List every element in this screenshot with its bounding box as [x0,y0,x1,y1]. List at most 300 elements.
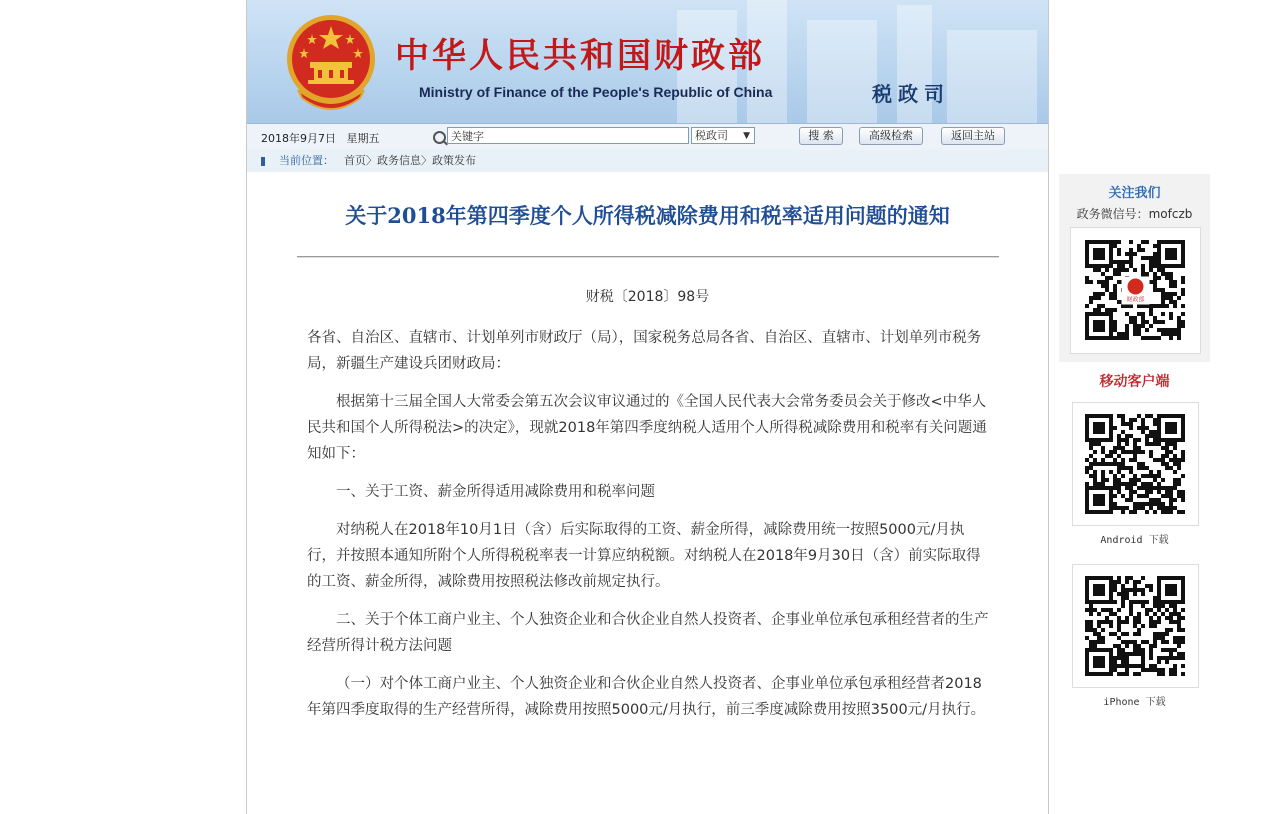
qr-module [1109,244,1113,248]
qr-module [1085,648,1089,652]
qr-module [1137,632,1141,636]
qr-module [1109,332,1113,336]
qr-module [1145,328,1149,332]
qr-module [1085,628,1089,632]
qr-module [1161,438,1165,442]
qr-module [1133,474,1137,478]
qr-module [1173,470,1177,474]
qr-module [1085,328,1089,332]
qr-module [1109,494,1113,498]
qr-module [1153,502,1157,506]
qr-module [1181,256,1185,260]
qr-module [1109,426,1113,430]
qr-module [1121,264,1125,268]
qr-module [1149,268,1153,272]
qr-module [1089,446,1093,450]
qr-module [1093,628,1097,632]
qr-module [1149,454,1153,458]
qr-module [1129,304,1133,308]
qr-module [1149,486,1153,490]
qr-module [1165,588,1169,592]
qr-module [1161,328,1165,332]
qr-module [1097,612,1101,616]
qr-module [1181,588,1185,592]
qr-module [1125,260,1129,264]
qr-module [1117,644,1121,648]
qr-module [1105,268,1109,272]
qr-module [1093,296,1097,300]
qr-module [1165,510,1169,514]
qr-module [1141,422,1145,426]
qr-module [1089,442,1093,446]
qr-module [1169,506,1173,510]
qr-module [1089,672,1093,676]
qr-module [1173,478,1177,482]
qr-module [1101,252,1105,256]
qr-module [1149,256,1153,260]
qr-module [1165,584,1169,588]
qr-module [1141,664,1145,668]
page-container [246,0,1049,814]
qr-module [1117,442,1121,446]
qr-module [1101,636,1105,640]
qr-module [1129,604,1133,608]
qr-module [1149,474,1153,478]
qr-module [1157,580,1161,584]
breadcrumb-home[interactable]: 首页 [344,154,366,167]
qr-module [1117,608,1121,612]
qr-module [1149,668,1153,672]
qr-module [1129,418,1133,422]
qr-module [1129,422,1133,426]
qr-module [1105,284,1109,288]
qr-module [1181,434,1185,438]
qr-module [1153,664,1157,668]
qr-module [1137,580,1141,584]
qr-module [1161,312,1165,316]
qr-module [1125,632,1129,636]
qr-module [1097,248,1101,252]
qr-module [1109,660,1113,664]
qr-module [1177,458,1181,462]
qr-module [1169,272,1173,276]
qr-module [1093,608,1097,612]
qr-module [1121,482,1125,486]
qr-module [1125,336,1129,340]
qr-module [1153,276,1157,280]
qr-module [1145,584,1149,588]
qr-module [1085,584,1089,588]
qr-module [1157,656,1161,660]
qr-module [1157,336,1161,340]
qr-module [1181,636,1185,640]
qr-module [1093,474,1097,478]
wechat-qr-code[interactable] [1070,227,1201,354]
qr-module [1137,244,1141,248]
qr-module [1133,446,1137,450]
iphone-qr-code[interactable] [1072,564,1199,688]
qr-module [1157,268,1161,272]
qr-module [1093,438,1097,442]
qr-module [1101,450,1105,454]
qr-module [1093,648,1097,652]
qr-module [1161,636,1165,640]
qr-module [1093,336,1097,340]
scope-select-value: 税政司 [695,129,728,142]
qr-module [1117,664,1121,668]
qr-module [1157,486,1161,490]
qr-module [1177,332,1181,336]
qr-module [1145,486,1149,490]
qr-module [1133,648,1137,652]
qr-module [1169,422,1173,426]
qr-module [1165,446,1169,450]
qr-module [1133,616,1137,620]
qr-module [1181,304,1185,308]
qr-module [1173,292,1177,296]
qr-module [1157,252,1161,256]
qr-module [1105,454,1109,458]
qr-module [1137,478,1141,482]
qr-module [1109,454,1113,458]
qr-module [1169,628,1173,632]
qr-module [1113,580,1117,584]
android-qr-code[interactable] [1072,402,1199,526]
qr-module [1097,312,1101,316]
qr-module [1149,648,1153,652]
qr-module [1165,332,1169,336]
qr-module [1113,486,1117,490]
qr-module [1089,454,1093,458]
qr-module [1109,498,1113,502]
qr-module [1105,608,1109,612]
site-title-english: Ministry of Finance of the People's Republic of China [419,84,773,100]
qr-module [1149,430,1153,434]
qr-module [1141,588,1145,592]
qr-module [1113,450,1117,454]
qr-module [1109,652,1113,656]
qr-module [1165,450,1169,454]
qr-module [1125,580,1129,584]
qr-module [1113,336,1117,340]
qr-module [1125,664,1129,668]
search-button[interactable]: 搜 索 [799,127,843,145]
qr-module [1173,442,1177,446]
qr-module [1109,580,1113,584]
qr-module [1085,490,1089,494]
qr-module [1177,296,1181,300]
qr-module [1133,320,1137,324]
qr-module [1109,264,1113,268]
qr-module [1109,320,1113,324]
qr-module [1121,430,1125,434]
return-home-button[interactable]: 返回主站 [941,127,1005,145]
qr-module [1097,636,1101,640]
qr-module [1101,494,1105,498]
qr-module [1101,256,1105,260]
qr-module [1181,244,1185,248]
qr-module [1133,490,1137,494]
qr-module [1109,276,1113,280]
qr-module [1161,640,1165,644]
chevron-down-icon: ▼ [743,131,750,141]
qr-module [1101,414,1105,418]
qr-module [1137,248,1141,252]
qr-module [1177,612,1181,616]
qr-module [1169,588,1173,592]
qr-module [1149,470,1153,474]
qr-module [1101,324,1105,328]
breadcrumb-policy-release[interactable]: 政策发布 [432,154,476,167]
qr-module [1177,628,1181,632]
qr-module [1097,304,1101,308]
qr-module [1153,474,1157,478]
qr-module [1121,268,1125,272]
qr-module [1117,636,1121,640]
qr-module [1177,636,1181,640]
qr-module [1161,672,1165,676]
iphone-download-label[interactable]: iPhone 下载 [1103,697,1166,708]
qr-module [1109,292,1113,296]
qr-module [1173,576,1177,580]
qr-module [1113,482,1117,486]
qr-module [1181,426,1185,430]
qr-module [1137,588,1141,592]
qr-module [1125,616,1129,620]
qr-module [1165,506,1169,510]
qr-module [1169,284,1173,288]
qr-module [1161,296,1165,300]
qr-module [1177,414,1181,418]
qr-module [1109,256,1113,260]
weekday-text: 星期五 [346,132,380,145]
qr-module [1157,502,1161,506]
qr-module [1097,576,1101,580]
qr-module [1101,248,1105,252]
qr-module [1157,588,1161,592]
qr-module [1129,458,1133,462]
qr-module [1161,604,1165,608]
qr-module [1173,664,1177,668]
qr-module [1129,490,1133,494]
qr-module [1085,470,1089,474]
qr-module [1093,264,1097,268]
qr-module [1161,494,1165,498]
qr-module [1109,656,1113,660]
qr-module [1105,486,1109,490]
qr-module [1089,612,1093,616]
qr-module [1117,672,1121,676]
qr-module [1137,620,1141,624]
qr-module [1121,418,1125,422]
qr-module [1169,328,1173,332]
qr-module [1149,308,1153,312]
qr-module [1113,446,1117,450]
qr-module [1177,264,1181,268]
qr-module [1141,256,1145,260]
qr-module [1121,414,1125,418]
qr-module [1141,474,1145,478]
qr-module [1117,252,1121,256]
qr-module [1181,438,1185,442]
qr-module [1145,474,1149,478]
qr-module [1093,510,1097,514]
qr-module [1177,616,1181,620]
qr-module [1089,486,1093,490]
qr-module [1117,490,1121,494]
qr-module [1113,668,1117,672]
qr-module [1173,592,1177,596]
qr-module [1153,430,1157,434]
article-paragraph: 各省、自治区、直辖市、计划单列市财政厅（局），国家税务总局各省、自治区、直辖市、计划单列市税务局，新疆生产建设兵团财政局： [307,330,982,372]
qr-module [1097,336,1101,340]
qr-module [1125,312,1129,316]
qr-module [1165,656,1169,660]
qr-module [1141,336,1145,340]
qr-module [1137,462,1141,466]
qr-module [1153,486,1157,490]
qr-module [1101,576,1105,580]
qr-module [1109,576,1113,580]
qr-module [1089,264,1093,268]
qr-module [1165,648,1169,652]
qr-module [1153,272,1157,276]
qr-module [1157,434,1161,438]
qr-module [1145,668,1149,672]
qr-module [1173,446,1177,450]
qr-module [1169,300,1173,304]
qr-module [1093,644,1097,648]
qr-module [1141,430,1145,434]
qr-module [1133,672,1137,676]
qr-module [1181,260,1185,264]
qr-module [1157,248,1161,252]
breadcrumb-separator: 〉 [366,154,377,167]
qr-module [1129,640,1133,644]
qr-module [1125,422,1129,426]
scope-select[interactable] [691,127,755,144]
qr-module [1113,502,1117,506]
qr-module [1101,446,1105,450]
qr-module [1121,656,1125,660]
qr-module [1109,430,1113,434]
qr-module [1121,260,1125,264]
qr-module [1105,510,1109,514]
qr-module [1149,482,1153,486]
qr-module [1097,324,1101,328]
qr-module [1125,506,1129,510]
qr-module [1121,336,1125,340]
qr-module [1157,442,1161,446]
qr-module [1129,494,1133,498]
qr-module [1137,332,1141,336]
qr-module [1121,474,1125,478]
qr-module [1157,276,1161,280]
qr-module [1177,624,1181,628]
qr-module [1145,482,1149,486]
qr-module [1149,608,1153,612]
qr-module [1101,672,1105,676]
qr-module [1093,478,1097,482]
qr-module [1173,422,1177,426]
qr-module [1101,280,1105,284]
qr-module [1101,660,1105,664]
qr-module [1105,620,1109,624]
qr-module [1173,486,1177,490]
qr-module [1089,466,1093,470]
qr-module [1085,260,1089,264]
qr-module [1153,288,1157,292]
qr-module [1089,644,1093,648]
qr-module [1173,252,1177,256]
qr-module [1097,256,1101,260]
qr-module [1141,272,1145,276]
breadcrumb-marker-icon [261,157,265,166]
qr-module [1097,664,1101,668]
android-download-label[interactable]: Android 下载 [1100,535,1169,546]
qr-module [1177,462,1181,466]
qr-module [1097,264,1101,268]
article-paragraph: （一）对个体工商户业主、个人独资企业和合伙企业自然人投资者、企事业单位承包承租经营者2018年第四季度取得的生产经营所得，减除费用按照5000元/月执行，前三季度减除费用按照3500元/月执行。 [307,676,986,718]
qr-module [1173,656,1177,660]
search-input[interactable] [447,127,689,144]
qr-module [1097,430,1101,434]
qr-module [1145,320,1149,324]
qr-module [1101,304,1105,308]
qr-module [1153,442,1157,446]
qr-module [1085,332,1089,336]
qr-module [1149,620,1153,624]
qr-module [1173,426,1177,430]
qr-module [1117,454,1121,458]
qr-module [1101,498,1105,502]
qr-module [1133,438,1137,442]
qr-module [1113,296,1117,300]
qr-module [1157,240,1161,244]
qr-module [1085,264,1089,268]
qr-module [1157,632,1161,636]
qr-module [1085,592,1089,596]
qr-module [1097,632,1101,636]
qr-module [1141,462,1145,466]
qr-module [1097,584,1101,588]
qr-module [1173,608,1177,612]
qr-module [1177,320,1181,324]
qr-module [1101,312,1105,316]
qr-module [1121,600,1125,604]
breadcrumb-gov-info[interactable]: 政务信息 [377,154,421,167]
qr-module [1085,620,1089,624]
qr-module [1133,316,1137,320]
qr-module [1157,458,1161,462]
search-icon [433,131,446,144]
qr-module [1121,596,1125,600]
advanced-search-button[interactable]: 高级检索 [859,127,923,145]
qr-module [1169,438,1173,442]
qr-module [1105,672,1109,676]
qr-module [1093,656,1097,660]
qr-module [1173,454,1177,458]
qr-module [1109,450,1113,454]
qr-module [1117,616,1121,620]
qr-module [1133,454,1137,458]
qr-module [1093,312,1097,316]
qr-module [1141,576,1145,580]
qr-module [1169,414,1173,418]
qr-module [1117,466,1121,470]
qr-module [1117,652,1121,656]
qr-module [1129,316,1133,320]
